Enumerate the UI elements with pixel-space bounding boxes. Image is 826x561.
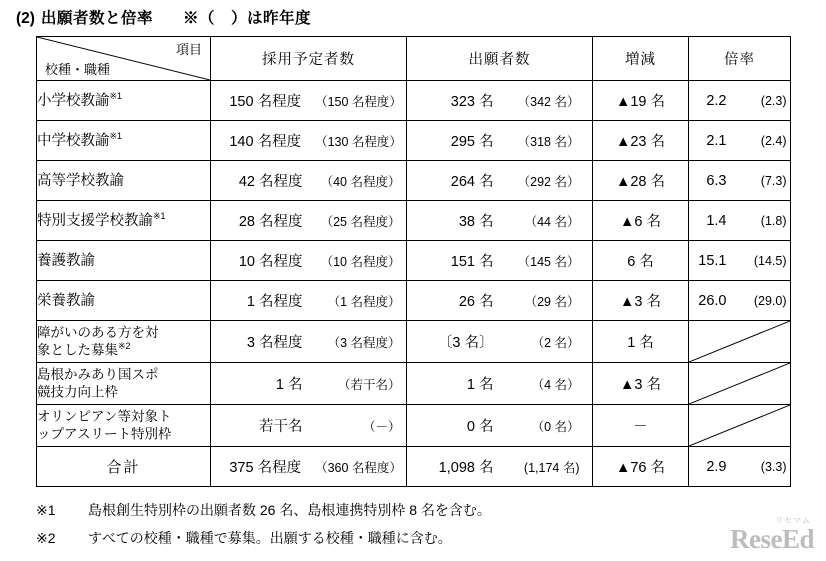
row-category-label-line1: オリンピアン等対象ト <box>37 408 172 424</box>
row-category-label: 養護教諭 <box>37 252 95 269</box>
row-rate <box>689 201 791 241</box>
row-plan <box>211 121 407 161</box>
row-category <box>37 363 211 405</box>
row-plan-value: 3 名程度 <box>246 335 303 351</box>
row-plan-value: 1 名 <box>275 377 303 393</box>
row-category <box>37 201 211 241</box>
row-diff: ▲6 名 <box>593 201 689 241</box>
row-plan <box>211 161 407 201</box>
applicants-table <box>36 36 791 487</box>
row-plan-value: 10 名程度 <box>238 254 303 270</box>
row-category-note: ※2 <box>118 341 131 352</box>
row-applicants <box>407 405 593 447</box>
row-applicants-prev: （2 名） <box>531 335 580 350</box>
footnote-2-mark: ※2 <box>36 530 56 546</box>
row-category <box>37 81 211 121</box>
row-category-label: 特別支援学校教諭 <box>37 212 153 229</box>
row-rate-prev: (14.5) <box>753 253 787 268</box>
row-rate-prev: (1.8) <box>760 213 787 228</box>
row-plan-value: 42 名程度 <box>238 174 303 190</box>
row-diff: ▲28 名 <box>593 161 689 201</box>
footnotes <box>36 500 491 556</box>
row-plan-prev: （25 名程度） <box>320 214 401 229</box>
row-plan-prev: （若干名） <box>337 377 401 392</box>
row-rate-value: 1.4 <box>706 212 727 229</box>
row-rate <box>689 121 791 161</box>
row-rate-value: 6.3 <box>706 172 727 189</box>
row-applicants-value: 〔3 名〕 <box>437 335 494 351</box>
corner-label-item: 項目 <box>175 42 202 57</box>
total-plan-value: 375 名程度 <box>229 460 302 476</box>
header-rate: 倍率 <box>689 37 791 81</box>
header-diff: 増減 <box>593 37 689 81</box>
watermark-logo-sub: リセマム <box>775 516 811 525</box>
row-plan-value: 1 名程度 <box>246 294 303 310</box>
row-rate <box>689 161 791 201</box>
row-applicants-prev: （342 名） <box>517 94 580 109</box>
watermark-logo-main: ReseEd <box>730 524 814 554</box>
table-row <box>37 281 791 321</box>
diagonal-line-icon <box>689 405 790 446</box>
row-category <box>37 281 211 321</box>
row-category-label-line1: 障がいのある方を対 <box>37 324 159 340</box>
row-plan <box>211 405 407 447</box>
row-applicants-prev: （318 名） <box>517 134 580 149</box>
row-diff: ▲3 名 <box>593 281 689 321</box>
row-plan-prev: （150 名程度） <box>315 94 402 109</box>
footnote-1-text: 島根創生特別枠の出願者数 26 名、島根連携特別枠 8 名を含む。 <box>88 502 491 518</box>
watermark-logo <box>730 517 814 553</box>
row-applicants <box>407 81 593 121</box>
row-category-label: 中学校教諭 <box>37 132 110 149</box>
total-applicants-value: 1,098 名 <box>438 460 494 476</box>
row-category-label: 栄養教諭 <box>37 292 95 309</box>
row-rate-value: 26.0 <box>698 292 727 309</box>
table-row <box>37 363 791 405</box>
row-rate-blank <box>689 321 791 363</box>
footnote-1 <box>36 500 491 520</box>
row-diff: ▲23 名 <box>593 121 689 161</box>
row-category-label-line2: 象とした募集 <box>37 342 118 358</box>
row-category-label: 小学校教諭 <box>37 92 110 109</box>
row-applicants <box>407 363 593 405</box>
row-category-note: ※1 <box>109 131 123 142</box>
row-rate-blank <box>689 405 791 447</box>
row-plan <box>211 363 407 405</box>
table-row <box>37 321 791 363</box>
section-note: ※（ ）は昨年度 <box>182 10 311 27</box>
row-applicants-prev: （44 名） <box>524 214 580 229</box>
corner-label-category: 校種・職種 <box>45 62 111 77</box>
row-applicants <box>407 321 593 363</box>
row-diff: ▲19 名 <box>593 81 689 121</box>
total-plan <box>211 447 407 487</box>
section-heading <box>16 6 311 28</box>
row-applicants-value: 151 名 <box>450 254 494 270</box>
row-plan-prev: （10 名程度） <box>320 254 401 269</box>
row-diff: 1 名 <box>593 321 689 363</box>
row-rate-blank <box>689 363 791 405</box>
row-rate <box>689 81 791 121</box>
row-plan <box>211 321 407 363</box>
section-title: 出願者数と倍率 <box>40 10 153 27</box>
diagonal-line-icon <box>689 363 790 404</box>
table-row <box>37 241 791 281</box>
row-plan-value: 150 名程度 <box>229 94 302 110</box>
row-plan-value: 若干名 <box>259 419 303 435</box>
total-diff: ▲76 名 <box>593 447 689 487</box>
row-rate-value: 15.1 <box>698 252 727 269</box>
total-label: 合計 <box>37 447 211 487</box>
row-applicants-prev: （0 名） <box>531 419 580 434</box>
row-applicants-prev: （145 名） <box>517 254 580 269</box>
row-category-label: 高等学校教諭 <box>37 172 124 189</box>
row-rate-prev: (2.3) <box>760 93 787 108</box>
row-category <box>37 405 211 447</box>
total-rate-prev: (3.3) <box>760 459 787 474</box>
row-diff: 6 名 <box>593 241 689 281</box>
table-row <box>37 405 791 447</box>
row-category-label-line2: 競技力向上枠 <box>37 384 118 400</box>
row-applicants-prev: （292 名） <box>517 174 580 189</box>
row-plan-prev: （1 名程度） <box>327 294 401 309</box>
row-applicants-value: 264 名 <box>450 174 494 190</box>
table-row <box>37 121 791 161</box>
row-category <box>37 321 211 363</box>
row-applicants <box>407 281 593 321</box>
total-applicants-prev: (1,174 名) <box>523 460 580 475</box>
row-applicants-prev: （29 名） <box>524 294 580 309</box>
row-category-note: ※1 <box>109 91 123 102</box>
table-corner-header <box>37 37 211 81</box>
table-row <box>37 161 791 201</box>
total-rate <box>689 447 791 487</box>
row-applicants-value: 26 名 <box>458 294 494 310</box>
row-applicants-value: 1 名 <box>466 377 494 393</box>
footnote-2-text: すべての校種・職種で募集。出願する校種・職種に含む。 <box>88 530 452 546</box>
row-category <box>37 241 211 281</box>
row-rate-value: 2.2 <box>706 92 727 109</box>
row-applicants <box>407 121 593 161</box>
row-rate-prev: (29.0) <box>753 293 787 308</box>
row-plan <box>211 81 407 121</box>
table-header-row <box>37 37 791 81</box>
row-applicants <box>407 161 593 201</box>
row-applicants <box>407 201 593 241</box>
row-applicants-value: 295 名 <box>450 134 494 150</box>
row-applicants <box>407 241 593 281</box>
row-rate <box>689 241 791 281</box>
total-plan-prev: （360 名程度） <box>315 460 402 475</box>
row-diff: ▲3 名 <box>593 363 689 405</box>
total-rate-value: 2.9 <box>706 458 727 475</box>
row-category-note: ※1 <box>153 211 166 222</box>
table-row <box>37 201 791 241</box>
row-diff: － <box>593 405 689 447</box>
table-row <box>37 81 791 121</box>
row-applicants-value: 323 名 <box>450 94 494 110</box>
footnote-2 <box>36 528 491 548</box>
row-applicants-value: 38 名 <box>458 214 494 230</box>
row-plan-value: 140 名程度 <box>229 134 302 150</box>
row-category <box>37 121 211 161</box>
row-rate <box>689 281 791 321</box>
row-plan-prev: （－） <box>362 419 401 434</box>
row-category-label-line1: 島根かみあり国スポ <box>37 366 159 382</box>
row-plan-prev: （3 名程度） <box>327 335 401 350</box>
row-rate-prev: (2.4) <box>760 133 787 148</box>
row-plan-prev: （40 名程度） <box>320 174 401 189</box>
total-applicants <box>407 447 593 487</box>
row-plan <box>211 241 407 281</box>
row-plan <box>211 201 407 241</box>
row-rate-value: 2.1 <box>706 132 727 149</box>
footnote-1-mark: ※1 <box>36 502 56 518</box>
row-applicants-value: 0 名 <box>466 419 494 435</box>
diagonal-line-icon <box>689 321 790 362</box>
row-category <box>37 161 211 201</box>
row-plan-value: 28 名程度 <box>238 214 303 230</box>
row-category-label-line2: ップアスリート特別枠 <box>37 426 172 442</box>
section-number: (2) <box>16 10 35 27</box>
row-plan-prev: （130 名程度） <box>315 134 402 149</box>
header-applicants: 出願者数 <box>407 37 593 81</box>
table-total-row <box>37 447 791 487</box>
row-applicants-prev: （4 名） <box>531 377 580 392</box>
header-plan: 採用予定者数 <box>211 37 407 81</box>
row-plan <box>211 281 407 321</box>
row-rate-prev: (7.3) <box>760 173 787 188</box>
